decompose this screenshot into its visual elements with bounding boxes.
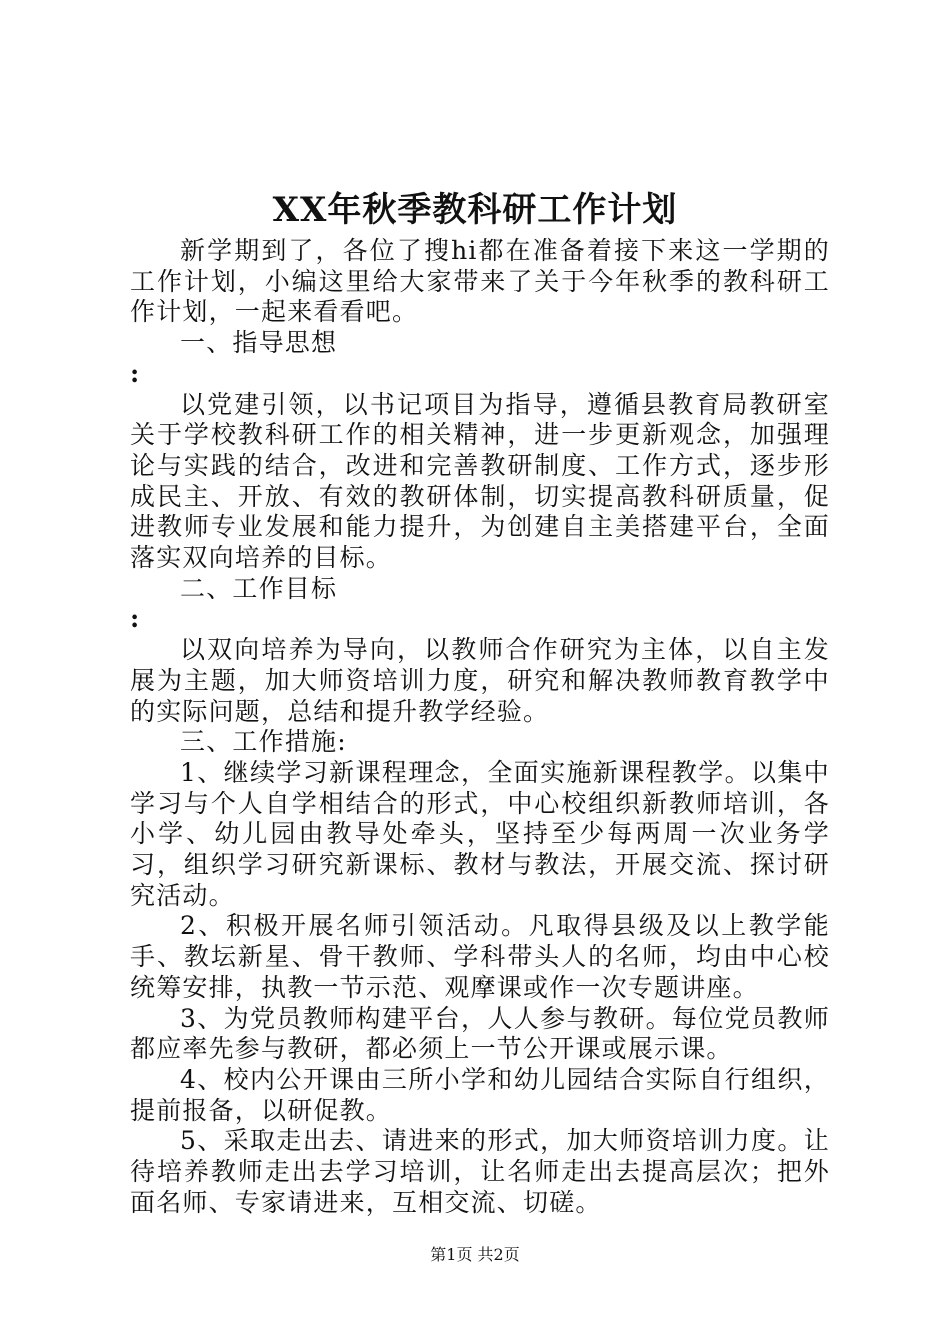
document-title: XX年秋季教科研工作计划 <box>272 190 678 230</box>
paragraph-measure-4: 4、校内公开课由三所小学和幼儿园结合实际自行组织，提前报备，以研促教。 <box>130 1064 830 1125</box>
page-footer: 第1页 共2页 <box>430 1245 520 1264</box>
paragraph-measure-2: 2、积极开展名师引领活动。凡取得县级及以上教学能手、教坛新星、骨干教师、学科带头人的名师，均由中心校统筹安排，执教一节示范、观摩课或作一次专题讲座。 <box>130 911 830 1002</box>
heading-guiding-ideology: 一、指导思想 <box>180 328 338 358</box>
heading-work-goals: 二、工作目标 <box>180 573 338 603</box>
paragraph-guiding-ideology: 以党建引领，以书记项目为指导，遵循县教育局教研室关于学校教科研工作的相关精神，进一步更新观念，加强理论与实践的结合，改进和完善教研制度、工作方式，逐步形成民主、开放、有效的教研体制，切实提高教科研质量，促进教师专业发展和能力提升，为创建自主美搭建平台，全面落实双向培养的目标。 <box>130 389 830 573</box>
heading-work-measures: 三、工作措施: <box>180 727 347 757</box>
document-body <box>130 236 830 1219</box>
colon-line: : <box>130 604 141 634</box>
paragraph-work-goals: 以双向培养为导向，以教师合作研究为主体，以自主发展为主题，加大师资培训力度，研究和解决教师教育教学中的实际问题，总结和提升教学经验。 <box>130 635 830 726</box>
paragraph-intro: 新学期到了，各位了搜hi都在准备着接下来这一学期的工作计划，小编这里给大家带来了关于今年秋季的教科研工作计划，一起来看看吧。 <box>130 236 830 327</box>
paragraph-measure-5: 5、采取走出去、请进来的形式，加大师资培训力度。让待培养教师走出去学习培训，让名师走出去提高层次；把外面名师、专家请进来，互相交流、切磋。 <box>130 1126 830 1217</box>
colon-line: : <box>130 358 141 388</box>
paragraph-measure-3: 3、为党员教师构建平台，人人参与教研。每位党员教师都应率先参与教研，都必须上一节公开课或展示课。 <box>130 1003 830 1064</box>
paragraph-measure-1: 1、继续学习新课程理念，全面实施新课程教学。以集中学习与个人自学相结合的形式，中心校组织新教师培训，各小学、幼儿园由教导处牵头，坚持至少每两周一次业务学习，组织学习研究新课标、教材与教法，开展交流、探讨研究活动。 <box>130 757 830 910</box>
